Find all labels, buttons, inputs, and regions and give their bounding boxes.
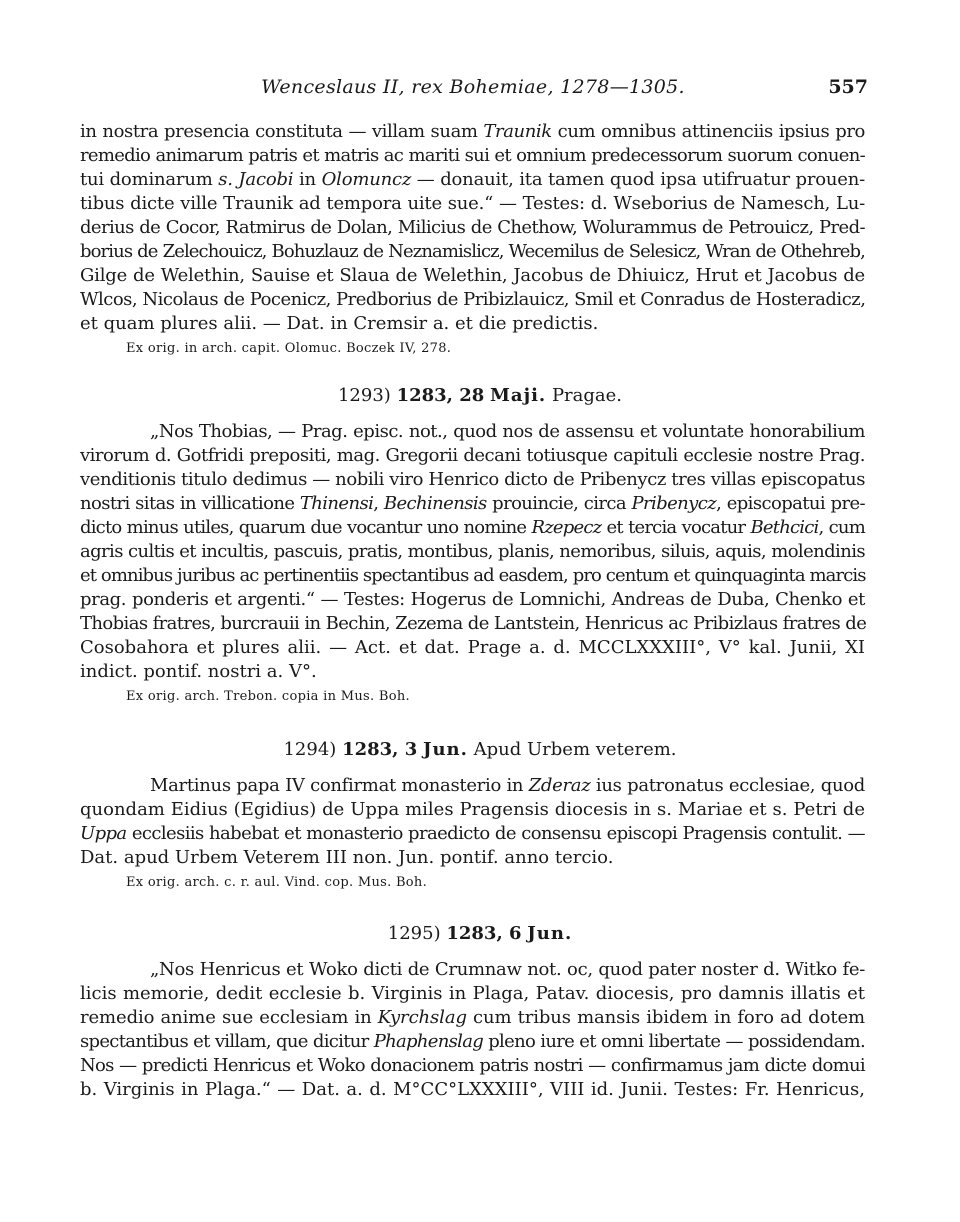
place-name: Uppa [80, 823, 127, 844]
text-line: et omnibus juribus ac pertinentiis spectantibus ad easdem, pro centum et quinquaginta marcis [80, 565, 866, 586]
text-line: Uppa ecclesiis habebat et monasterio praedicto de consensu episcopi Pragensis contulit. — [80, 823, 865, 844]
place-name: s. Jacobi [218, 169, 294, 190]
text-line: agris cultis et incultis, pascuis, pratis, montibus, planis, nemoribus, siluis, aquis, molendinis [80, 541, 865, 562]
place-name: Phaphenslag [373, 1031, 484, 1052]
charter-date: 1283, 6 [446, 923, 522, 944]
place-name: Bechinensis [383, 493, 487, 514]
text-line: Cosobahora et plures alii. — Act. et dat. Prage a. d. MCCLXXXIII°, V° kal. Junii, XI [80, 637, 865, 658]
place-name: Olomuncz [321, 169, 412, 190]
text-line: tibus dicte ville Traunik ad tempora uite sue.“ — Testes: d. Wseborius de Namesch, Lu- [80, 193, 865, 214]
source-note: Ex orig. arch. c. r. aul. Vind. cop. Mus. Boh. [126, 875, 428, 890]
text-line: „Nos Thobias, — Prag. episc. not., quod nos de assensu et voluntate honorabilium [150, 421, 865, 442]
charter-heading [0, 922, 960, 946]
text-line: in nostra presencia constituta — villam suam Traunik cum omnibus attinenciis ipsius pro [80, 121, 865, 142]
place-name: Thinensi [299, 493, 374, 514]
text-line: dicto minus utiles, quarum due vocantur uno nomine Rzepecz et tercia vocatur Bethcici, cum [80, 517, 865, 538]
text-line: prag. ponderis et argenti.“ — Testes: Hogerus de Lomnichi, Andreas de Duba, Chenko et [80, 589, 865, 610]
charter-number: 1295) [387, 923, 441, 944]
text-line: et quam plures alii. — Dat. in Cremsir a. et die predictis. [80, 313, 599, 334]
place-name: Zderaz [528, 775, 591, 796]
charter-month: Maji. [489, 385, 547, 406]
source-note: Ex orig. in arch. capit. Olomuc. Boczek IV, 278. [126, 341, 452, 356]
place-name: Traunik [483, 121, 552, 142]
text-line: licis memorie, dedit ecclesie b. Virginis in Plaga, Patav. diocesis, pro damnis illatis et [80, 983, 865, 1004]
text-line: Nos — predicti Henricus et Woko donacionem patris nostri — confirmamus jam dicte domui [80, 1055, 865, 1076]
text-line: venditionis titulo dedimus — nobili viro Henrico dicto de Pribenycz tres villas episcopatus [80, 469, 866, 490]
charter-heading [0, 384, 960, 408]
charter-date: 1283, 3 [342, 739, 418, 760]
text-line: derius de Cocor, Ratmirus de Dolan, Milicius de Chethow, Wolurammus de Petrouicz, Pred- [80, 217, 865, 238]
charter-place: Pragae. [551, 385, 623, 406]
charter-month: Jun. [422, 739, 468, 760]
charter-heading [0, 738, 960, 762]
text-line: b. Virginis in Plaga.“ — Dat. a. d. M°CC°LXXXIII°, VIII id. Junii. Testes: Fr. Henricus, [80, 1079, 865, 1100]
source-note: Ex orig. arch. Trebon. copia in Mus. Boh. [126, 689, 410, 704]
charter-month: Jun. [527, 923, 573, 944]
place-name: Rzepecz [531, 517, 602, 538]
text-line: Wlcos, Nicolaus de Pocenicz, Predborius de Pribizlauicz, Smil et Conradus de Hosteradicz, [80, 289, 866, 310]
text-line: nostri sitas in villicatione Thinensi, Bechinensis prouincie, circa Pribenycz, episcopatui pre- [80, 493, 865, 514]
text-line: remedio anime sue ecclesiam in Kyrchslag cum tribus mansis ibidem in foro ad dotem [80, 1007, 865, 1028]
text-line: remedio animarum patris et matris ac mariti sui et omnium predecessorum suorum conuen- [80, 145, 865, 166]
charter-number: 1293) [337, 385, 391, 406]
text-line: tui dominarum s. Jacobi in Olomuncz — donauit, ita tamen quod ipsa utifruatur prouen- [80, 169, 865, 190]
running-title: Wenceslaus II, rex Bohemiae, 1278—1305. [261, 76, 685, 98]
text-line: Dat. apud Urbem Veterem III non. Jun. pontif. anno tercio. [80, 847, 614, 868]
place-name: Pribenycz [631, 493, 717, 514]
place-name: Kyrchslag [377, 1007, 467, 1028]
page-number: 557 [828, 76, 868, 98]
charter-place: Apud Urbem veterem. [473, 739, 677, 760]
text-line: quondam Eidius (Egidius) de Uppa miles Pragensis diocesis in s. Mariae et s. Petri de [80, 799, 865, 820]
text-line: spectantibus et villam, que dicitur Phaphenslag pleno iure et omni libertate — possidendam. [80, 1031, 865, 1052]
place-name: Bethcici [750, 517, 819, 538]
text-line: Gilge de Welethin, Sauise et Slaua de Welethin, Jacobus de Dhiuicz, Hrut et Jacobus de [80, 265, 865, 286]
text-line: „Nos Henricus et Woko dicti de Crumnaw not. oc, quod pater noster d. Witko fe- [150, 959, 865, 980]
text-line: Thobias fratres, burcrauii in Bechin, Zezema de Lantstein, Henricus ac Pribizlaus fratres de [80, 613, 867, 634]
charter-date: 1283, 28 [396, 385, 485, 406]
page-header [78, 76, 868, 102]
text-line: Martinus papa IV confirmat monasterio in Zderaz ius patronatus ecclesiae, quod [150, 775, 865, 796]
text-line: indict. pontif. nostri a. V°. [80, 661, 317, 682]
charter-number: 1294) [283, 739, 337, 760]
text-line: virorum d. Gotfridi prepositi, mag. Gregorii decani totiusque capituli ecclesie nostre Prag. [80, 445, 865, 466]
text-line: borius de Zelechouicz, Bohuzlauz de Neznamislicz, Wecemilus de Selesicz, Wran de Othehreb, [80, 241, 865, 262]
